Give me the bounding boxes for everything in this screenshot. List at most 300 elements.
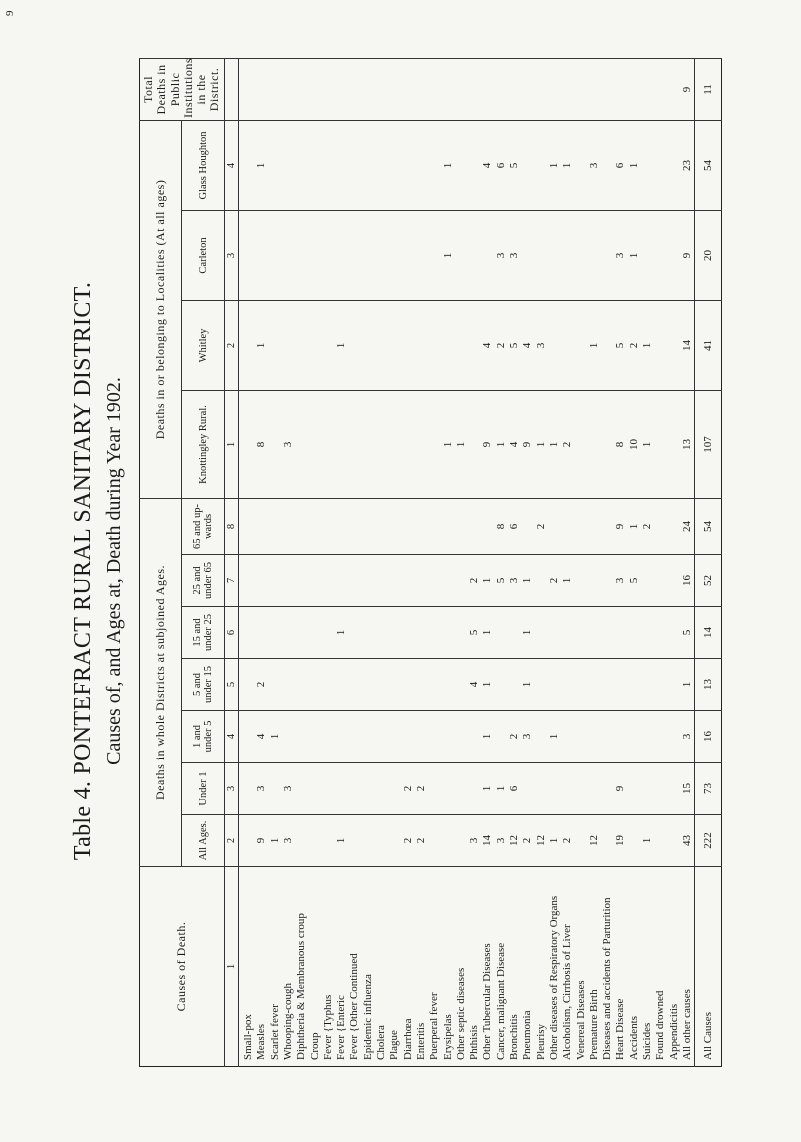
value-cell: 1 [255,120,268,210]
value-cell: 1 [481,763,494,815]
value-cell [575,659,588,711]
value-cell: 1 [481,555,494,607]
value-cell [455,300,468,390]
value-cell: 1 [681,659,695,711]
value-cell [282,300,295,390]
value-cell: 1 [641,390,654,498]
cause-cell: Other Tubercular Diseases [481,867,494,1067]
value-cell [588,498,601,554]
col-65-upwards: 65 and up-wards [182,498,224,554]
value-cell [402,300,415,390]
cause-cell: Premature Birth [588,867,601,1067]
value-cell [322,58,335,120]
value-cell: 9 [614,763,627,815]
value-cell: 2 [641,498,654,554]
value-cell [535,763,548,815]
value-cell [468,711,481,763]
value-cell [269,763,282,815]
value-cell [654,498,667,554]
value-cell [388,763,401,815]
table-row [681,58,695,1066]
value-cell: 12 [508,815,521,867]
table-row [375,58,388,1066]
value-cell [428,300,441,390]
value-cell: 3 [468,815,481,867]
value-cell: 5 [628,555,641,607]
value-cell: 8 [495,498,508,554]
total-cell: 107 [695,390,722,498]
value-cell [468,763,481,815]
value-cell [255,58,268,120]
value-cell [455,711,468,763]
value-cell [548,763,561,815]
value-cell: 6 [508,763,521,815]
value-cell [428,659,441,711]
value-cell [641,555,654,607]
value-cell [455,607,468,659]
value-cell: 3 [495,815,508,867]
value-cell [388,659,401,711]
value-cell [375,210,388,300]
value-cell [481,498,494,554]
value-cell [601,815,614,867]
value-cell [561,498,574,554]
value-cell: 3 [255,763,268,815]
value-cell [348,607,361,659]
value-cell: 43 [681,815,695,867]
value-cell [255,498,268,554]
value-cell: 4 [481,300,494,390]
value-cell [495,711,508,763]
value-cell [654,763,667,815]
total-cell: 54 [695,120,722,210]
value-cell [375,58,388,120]
value-cell [654,120,667,210]
value-cell: 1 [628,498,641,554]
value-cell [282,210,295,300]
value-cell: 10 [628,390,641,498]
value-cell [388,607,401,659]
value-cell [428,498,441,554]
value-cell [668,498,681,554]
value-cell [575,711,588,763]
header-ages-group: Deaths in whole Districts at subjoined Ages. [140,498,182,866]
col-15-to-25: 15 and under 25 [182,607,224,659]
value-cell [322,763,335,815]
value-cell [535,659,548,711]
value-cell: 1 [335,300,348,390]
col-number: 2 [224,815,238,867]
value-cell [641,763,654,815]
value-cell [601,555,614,607]
value-cell [508,659,521,711]
value-cell [362,210,375,300]
value-cell [521,498,534,554]
value-cell [561,711,574,763]
table-row [588,58,601,1066]
table-row [548,58,561,1066]
value-cell: 1 [548,711,561,763]
value-cell: 2 [415,815,428,867]
total-cell: 11 [695,58,722,120]
value-cell: 15 [681,763,695,815]
value-cell [335,659,348,711]
value-cell [322,607,335,659]
value-cell [348,659,361,711]
cause-cell: Whooping-cough [282,867,295,1067]
value-cell: 1 [521,607,534,659]
value-cell [309,390,322,498]
page-number: 9 [4,10,16,16]
value-cell [521,120,534,210]
value-cell [322,390,335,498]
value-cell [388,210,401,300]
cause-cell: Other diseases of Respiratory Organs [548,867,561,1067]
value-cell [348,300,361,390]
value-cell [362,711,375,763]
value-cell [309,763,322,815]
cause-cell: Phthisis [468,867,481,1067]
value-cell [428,607,441,659]
value-cell [614,711,627,763]
col-number: 1 [224,390,238,498]
value-cell [495,607,508,659]
value-cell [282,120,295,210]
value-cell [309,711,322,763]
value-cell [242,607,255,659]
value-cell [588,711,601,763]
value-cell [388,390,401,498]
mortality-table [139,58,722,1067]
value-cell: 1 [561,120,574,210]
col-25-to-65: 25 and under 65 [182,555,224,607]
value-cell [362,58,375,120]
value-cell [575,390,588,498]
table-row [295,58,308,1066]
value-cell [309,555,322,607]
value-cell [601,300,614,390]
value-cell [348,815,361,867]
value-cell [282,555,295,607]
table-row [628,58,641,1066]
table-row [282,58,295,1066]
value-cell: 19 [614,815,627,867]
col-number: 5 [224,659,238,711]
value-cell: 1 [335,815,348,867]
value-cell: 5 [495,555,508,607]
cause-cell: Found drowned [654,867,667,1067]
value-cell: 1 [561,555,574,607]
value-cell [388,120,401,210]
value-cell: 2 [628,300,641,390]
value-cell [402,58,415,120]
value-cell [269,659,282,711]
value-cell: 2 [402,815,415,867]
value-cell [442,58,455,120]
value-cell [415,210,428,300]
total-cell: 73 [695,763,722,815]
value-cell [561,210,574,300]
value-cell [548,659,561,711]
value-cell: 1 [335,607,348,659]
value-cell [415,711,428,763]
value-cell [668,210,681,300]
value-cell [575,498,588,554]
value-cell [481,58,494,120]
value-cell [428,711,441,763]
value-cell: 14 [481,815,494,867]
value-cell [348,210,361,300]
value-cell [428,210,441,300]
value-cell [468,390,481,498]
value-cell [375,120,388,210]
value-cell [322,498,335,554]
value-cell [668,390,681,498]
value-cell: 1 [495,390,508,498]
value-cell [588,390,601,498]
value-cell: 14 [681,300,695,390]
value-cell [242,815,255,867]
value-cell [628,711,641,763]
value-cell [601,210,614,300]
value-cell [588,555,601,607]
value-cell [535,120,548,210]
table-row [641,58,654,1066]
col-whitley: Whitley [182,300,224,390]
value-cell [535,607,548,659]
value-cell [335,555,348,607]
value-cell: 9 [681,58,695,120]
table-row [309,58,322,1066]
value-cell [322,120,335,210]
value-cell [468,120,481,210]
value-cell: 9 [614,498,627,554]
table-row [495,58,508,1066]
value-cell [588,210,601,300]
value-cell [575,58,588,120]
value-cell [388,300,401,390]
value-cell: 12 [588,815,601,867]
value-cell [561,607,574,659]
value-cell [362,659,375,711]
value-cell: 23 [681,120,695,210]
col-5-to-15: 5 and under 15 [182,659,224,711]
value-cell [668,711,681,763]
value-cell [242,763,255,815]
table-row [335,58,348,1066]
cause-cell: Diphtheria & Membranous croup [295,867,308,1067]
value-cell [282,711,295,763]
table-row [388,58,401,1066]
value-cell [295,555,308,607]
col-under-1: Under 1 [182,763,224,815]
value-cell [654,711,667,763]
header-localities-group: Deaths in or belonging to Localities (At all ages) [140,120,182,498]
value-cell: 2 [468,555,481,607]
value-cell [415,659,428,711]
value-cell [295,659,308,711]
value-cell: 3 [681,711,695,763]
value-cell [362,555,375,607]
value-cell [242,120,255,210]
cause-cell: Epidemic influenza [362,867,375,1067]
cause-cell: Scarlet fever [269,867,282,1067]
value-cell [402,210,415,300]
value-cell: 5 [508,120,521,210]
value-cell [335,763,348,815]
table-row [348,58,361,1066]
value-cell [588,58,601,120]
total-cell: 20 [695,210,722,300]
value-cell [521,58,534,120]
value-cell [322,711,335,763]
cause-cell: Puerperal fever [428,867,441,1067]
value-cell [335,58,348,120]
value-cell: 2 [561,815,574,867]
value-cell [322,300,335,390]
value-cell [295,300,308,390]
value-cell [508,607,521,659]
value-cell [455,210,468,300]
value-cell [654,659,667,711]
value-cell: 4 [508,390,521,498]
value-cell [335,711,348,763]
value-cell [654,210,667,300]
value-cell: 1 [641,300,654,390]
value-cell [402,555,415,607]
cause-cell: Cancer, malignant Disease [495,867,508,1067]
value-cell: 1 [548,390,561,498]
header-causes: Causes of Death. [140,867,225,1067]
col-number: 8 [224,498,238,554]
value-cell [428,815,441,867]
value-cell [468,58,481,120]
table-row [255,58,268,1066]
value-cell: 1 [588,300,601,390]
table-row [521,58,534,1066]
value-cell [282,58,295,120]
header-institutions: Total Deaths in Public Institutions in the District. [140,58,225,120]
totals-row [695,58,722,1066]
cause-cell: Fever {Other Continued [348,867,361,1067]
value-cell: 3 [508,210,521,300]
value-cell [614,58,627,120]
cause-cell: Small-pox [242,867,255,1067]
value-cell [348,763,361,815]
value-cell [362,498,375,554]
value-cell [628,58,641,120]
value-cell: 1 [521,659,534,711]
value-cell [242,555,255,607]
value-cell [588,659,601,711]
total-cell: 222 [695,815,722,867]
value-cell: 3 [588,120,601,210]
totals-label: All Causes [695,867,722,1067]
value-cell [335,120,348,210]
table-subtitle: Causes of, and Ages at, Death during Year 1902. [103,377,125,765]
value-cell [601,120,614,210]
cause-cell: Plague [388,867,401,1067]
value-cell [442,659,455,711]
value-cell [388,58,401,120]
value-cell [269,607,282,659]
cause-cell: Accidents [628,867,641,1067]
value-cell [415,390,428,498]
value-cell [428,763,441,815]
value-cell [481,210,494,300]
value-cell [428,390,441,498]
value-cell: 1 [269,815,282,867]
value-cell [242,390,255,498]
value-cell [388,555,401,607]
value-cell [269,120,282,210]
value-cell: 5 [681,607,695,659]
value-cell [668,120,681,210]
value-cell [255,555,268,607]
value-cell [575,607,588,659]
value-cell [641,120,654,210]
value-cell [295,58,308,120]
value-cell [601,763,614,815]
value-cell [255,607,268,659]
value-cell [442,607,455,659]
cause-cell: Fever {Enteric [335,867,348,1067]
value-cell: 1 [481,711,494,763]
value-cell: 1 [548,815,561,867]
value-cell [588,763,601,815]
table-row [362,58,375,1066]
col-number: 4 [224,711,238,763]
value-cell [601,659,614,711]
col-number: 4 [224,120,238,210]
value-cell [455,555,468,607]
value-cell [375,815,388,867]
value-cell [628,763,641,815]
value-cell: 4 [468,659,481,711]
value-cell [601,58,614,120]
value-cell [415,58,428,120]
value-cell [668,763,681,815]
value-cell [614,607,627,659]
value-cell [375,607,388,659]
cause-cell: Heart Disease [614,867,627,1067]
value-cell [309,815,322,867]
table-row [575,58,588,1066]
col-number: 3 [224,763,238,815]
value-cell [269,390,282,498]
value-cell [269,555,282,607]
value-cell [375,659,388,711]
value-cell: 6 [614,120,627,210]
value-cell: 9 [481,390,494,498]
value-cell [242,659,255,711]
value-cell [269,210,282,300]
value-cell [628,659,641,711]
table-row [402,58,415,1066]
col-number [224,58,238,120]
value-cell: 1 [269,711,282,763]
table-row [442,58,455,1066]
value-cell [521,763,534,815]
total-cell: 54 [695,498,722,554]
cause-cell: Other septic diseases [455,867,468,1067]
value-cell [362,815,375,867]
value-cell [362,607,375,659]
value-cell: 5 [508,300,521,390]
cause-cell: Enteritis [415,867,428,1067]
total-cell: 52 [695,555,722,607]
value-cell: 1 [442,210,455,300]
